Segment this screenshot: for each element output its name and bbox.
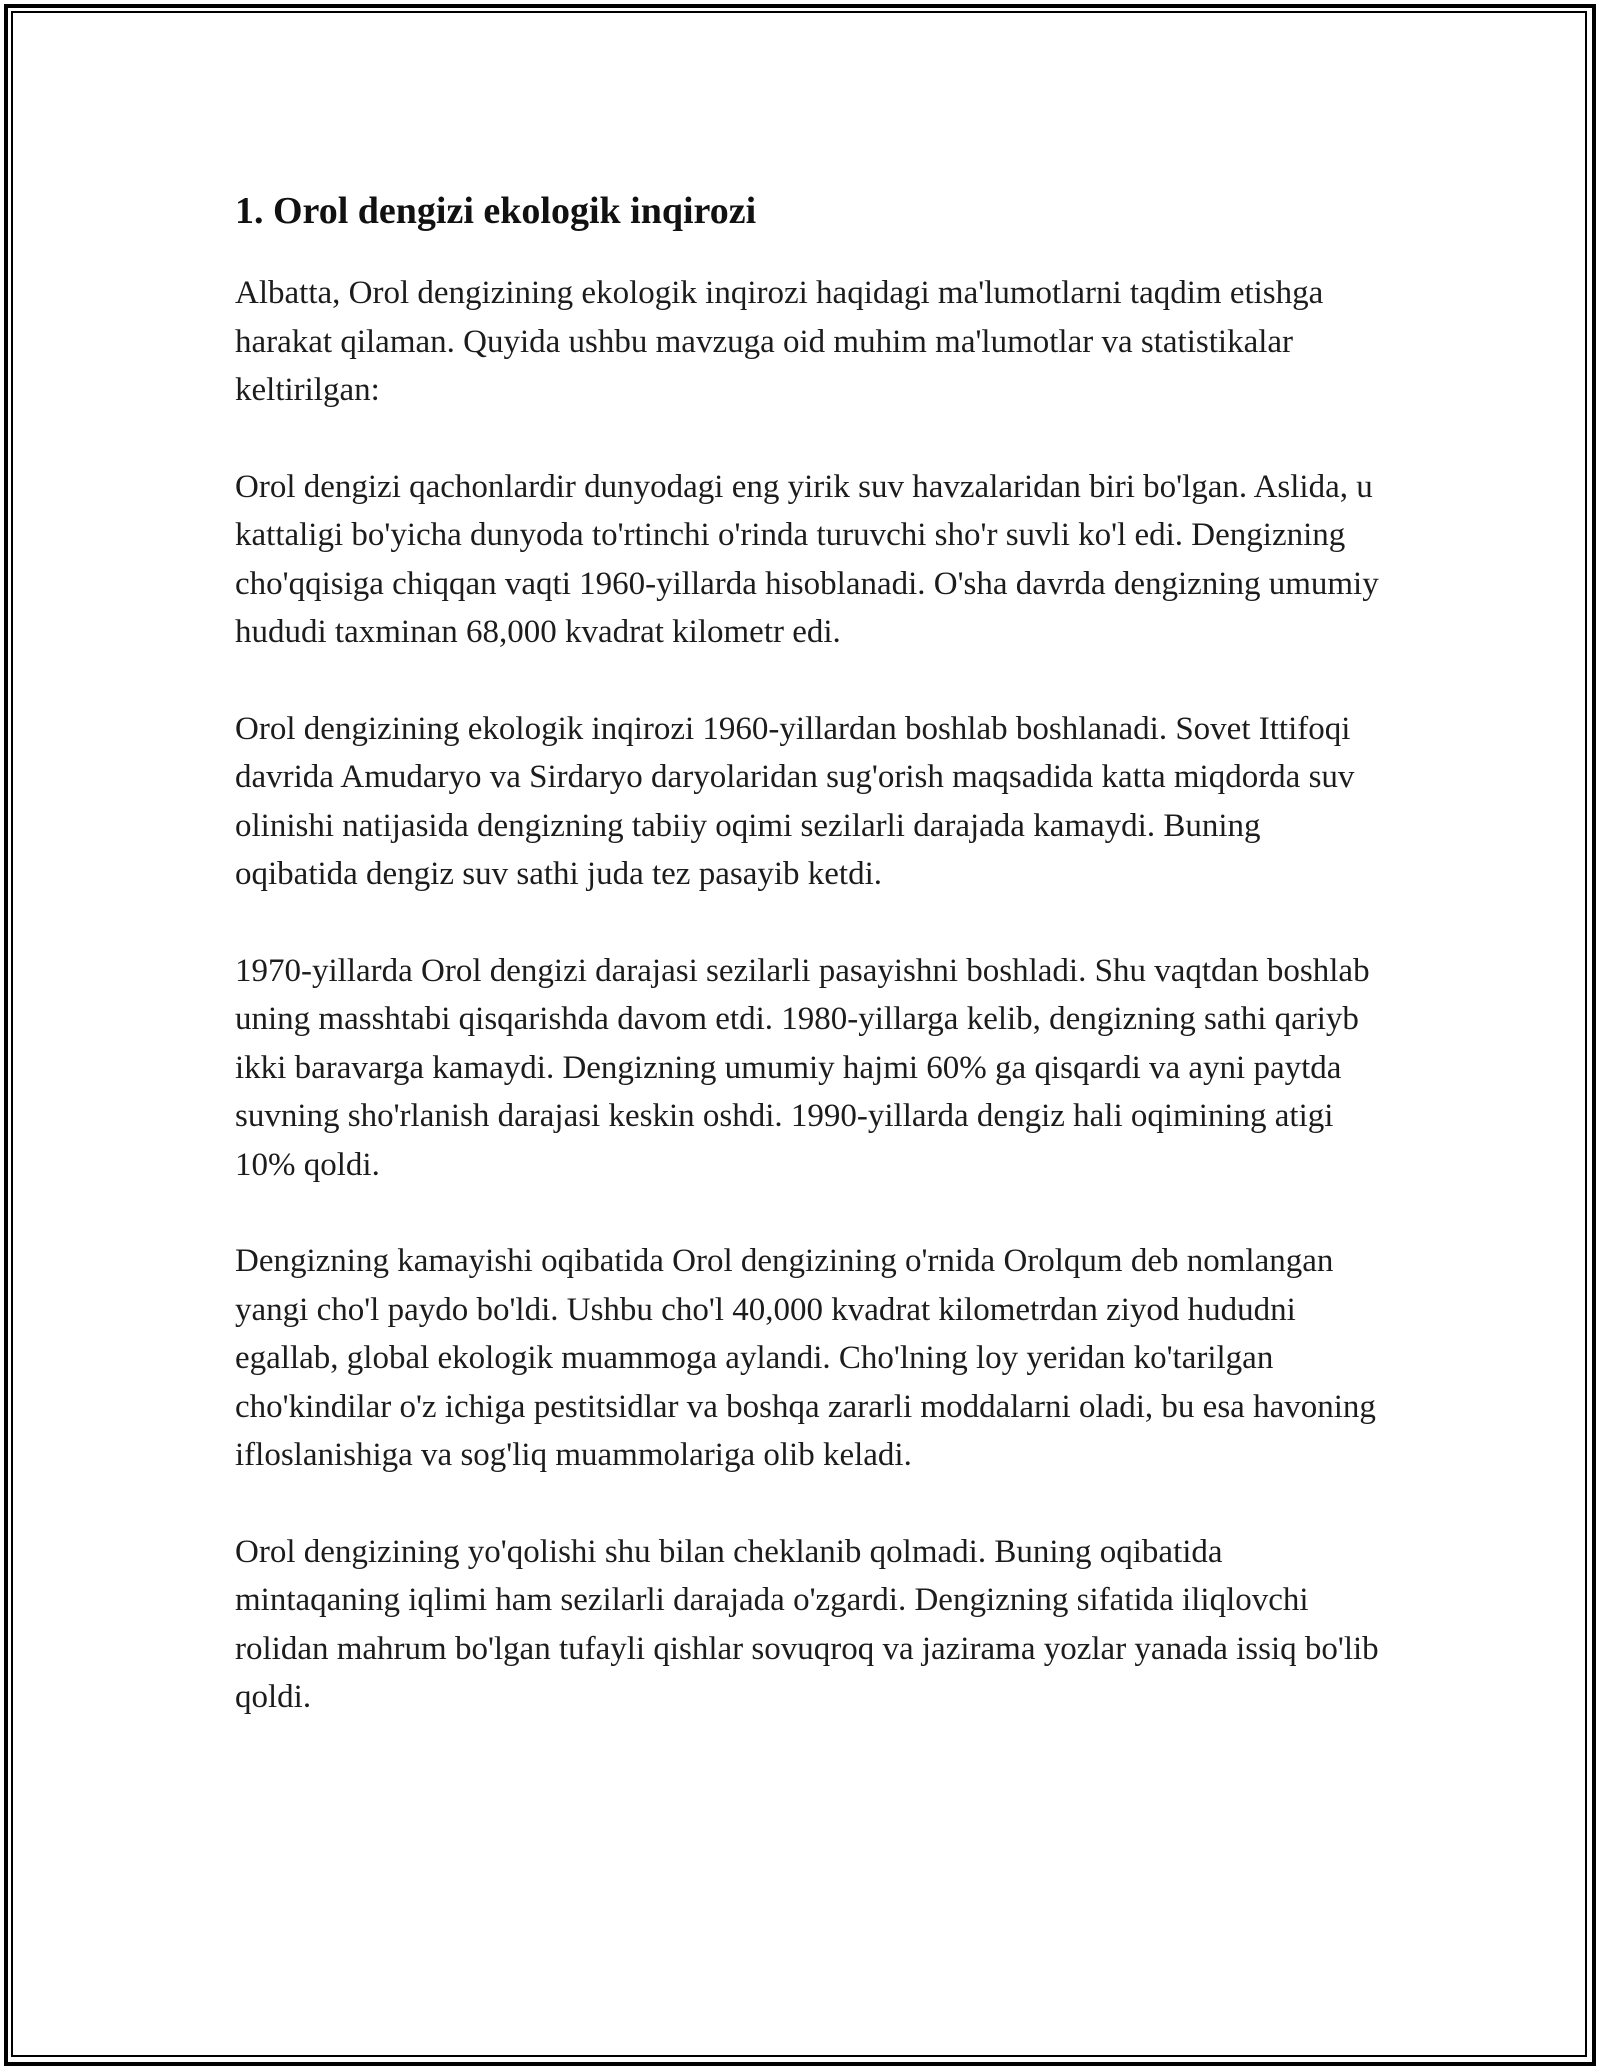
- paragraph-decline: 1970-yillarda Orol dengizi darajasi sezilarli pasayishni boshladi. Shu vaqtdan boshlab uning masshtabi qisqarishda davom etdi. 1980-yillarga kelib, dengizning sathi qariyb ikki baravarga kamaydi. Dengizning umumiy hajmi 60% ga qisqardi va ayni paytda suvning sho'rlanish darajasi keskin oshdi. 1990-yillarda dengiz hali oqimining atigi 10% qoldi.: [235, 952, 1370, 1183]
- paragraph-history: Orol dengizi qachonlardir dunyodagi eng yirik suv havzalaridan biri bo'lgan. Aslida, u kattaligi bo'yicha dunyoda to'rtinchi o'rinda turuvchi sho'r suvli ko'l edi. Dengizning cho'qqisiga chiqqan vaqti 1960-yillarda hisoblanadi. O'sha davrda dengizning umumiy hududi taxminan 68,000 kvadrat kilometr edi.: [235, 468, 1379, 650]
- document-title: 1. Orol dengizi ekologik inqirozi: [235, 190, 757, 232]
- paragraph-intro: Albatta, Orol dengizining ekologik inqirozi haqidagi ma'lumotlarni taqdim etishga harakat qilaman. Quyida ushbu mavzuga oid muhim ma'lumotlar va statistikalar keltirilgan:: [235, 275, 1324, 408]
- paragraph-desert: Dengizning kamayishi oqibatida Orol dengizining o'rnida Orolqum deb nomlangan yangi cho'l paydo bo'ldi. Ushbu cho'l 40,000 kvadrat kilometrdan ziyod hududni egallab, global ekologik muammoga aylandi. Cho'lning loy yeridan ko'tarilgan cho'kindilar o'z ichiga pestitsidlar va boshqa zararli moddalarni oladi, bu esa havoning ifloslanishiga va sog'liq muammolariga olib keladi.: [235, 1243, 1376, 1473]
- document-body: [235, 185, 1385, 1770]
- paragraph-crisis-start: Orol dengizining ekologik inqirozi 1960-yillardan boshlab boshlanadi. Sovet Ittifoqi davrida Amudaryo va Sirdaryo daryolaridan sug'orish maqsadida katta miqdorda suv olinishi natijasida dengizning tabiiy oqimi sezilarli darajada kamaydi. Buning oqibatida dengiz suv sathi juda tez pasayib ketdi.: [235, 710, 1355, 892]
- paragraph-climate: Orol dengizining yo'qolishi shu bilan cheklanib qolmadi. Buning oqibatida mintaqaning iqlimi ham sezilarli darajada o'zgardi. Dengizning sifatida iliqlovchi rolidan mahrum bo'lgan tufayli qishlar sovuqroq va jazirama yozlar yanada issiq bo'lib qoldi.: [235, 1533, 1379, 1715]
